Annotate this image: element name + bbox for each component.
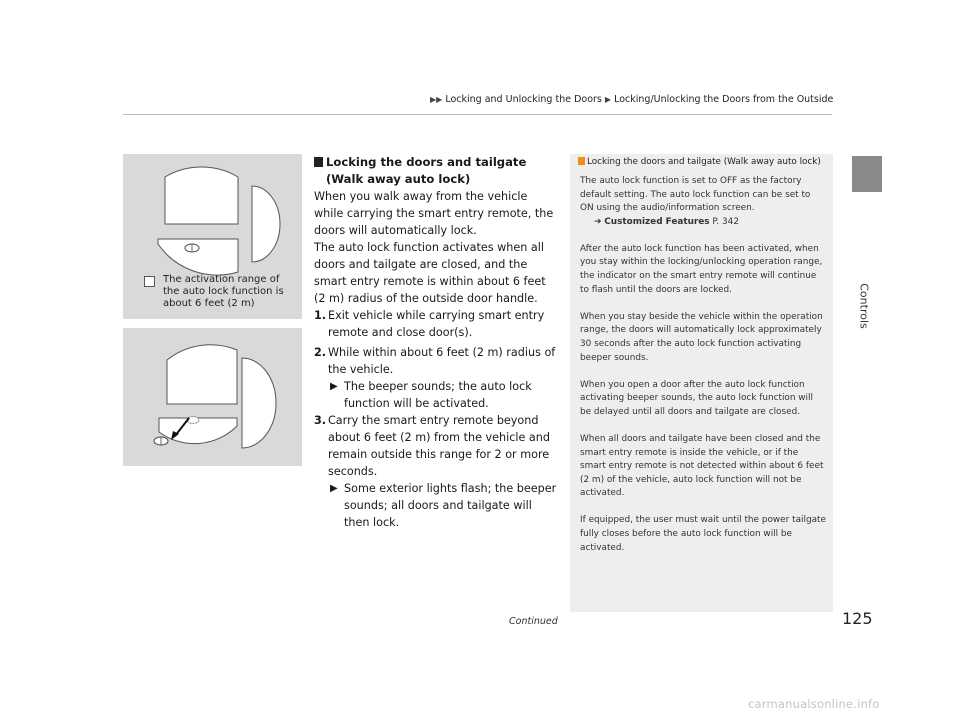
- result-arrow-icon: ▶: [330, 483, 338, 494]
- walk-away-figure: [123, 328, 302, 466]
- step-3-result: ▶ Some exterior lights flash; the beeper sounds; all doors and tailgate will then lock.: [330, 482, 557, 529]
- note-title: Locking the doors and tailgate (Walk away auto lock): [578, 157, 821, 167]
- breadcrumb: [430, 94, 833, 105]
- intro-paragraph-2: The auto lock function activates when all doors and tailgate are closed, and the smart entry remote is within about 6 feet (2 m) radius of the outside door handle.: [314, 241, 546, 305]
- page-number: 125: [842, 609, 873, 628]
- heading-square-icon: [314, 157, 323, 167]
- section-tab-marker: [852, 156, 882, 192]
- intro-paragraph-1: When you walk away from the vehicle while carrying the smart entry remote, the doors will automatically lock.: [314, 190, 554, 237]
- range-legend-icon: [144, 276, 155, 287]
- note-panel: [570, 154, 833, 612]
- reference-arrow-icon: ➔: [594, 216, 602, 227]
- section-heading: Locking the doors and tailgate (Walk away auto lock): [314, 154, 560, 188]
- section-tab-label: Controls: [857, 283, 871, 329]
- note-paragraph: When you stay beside the vehicle within the operation range, the doors will automatically lock approximately 30 seconds after the auto lock function activating beeper sounds.: [580, 311, 823, 363]
- breadcrumb-item-2[interactable]: Locking/Unlocking the Doors from the Outside: [614, 94, 834, 105]
- breadcrumb-arrow-icon: ▶▶: [430, 95, 443, 104]
- auto-lock-range-figure: [123, 154, 302, 319]
- breadcrumb-arrow-icon: ▶: [604, 95, 612, 104]
- note-paragraph: If equipped, the user must wait until the power tailgate fully closes before the auto lock function will be activated.: [580, 515, 826, 553]
- note-paragraph: After the auto lock function has been activated, when you stay within the locking/unlocking operation range, the indicator on the smart entry remote will continue to flash until the doors are locked.: [580, 243, 823, 295]
- step-2: 2. While within about 6 feet (2 m) radius of the vehicle. ▶ The beeper sounds; the auto lock function will be activated.: [314, 344, 560, 412]
- note-body: [580, 175, 826, 569]
- breadcrumb-item-1[interactable]: Locking and Unlocking the Doors: [445, 94, 602, 105]
- note-marker-icon: [578, 157, 585, 165]
- step-1: 1. Exit vehicle while carrying smart entry remote and close door(s).: [314, 309, 545, 339]
- result-arrow-icon: ▶: [330, 381, 338, 392]
- watermark: carmanualsonline.info: [748, 697, 880, 711]
- cross-reference-link[interactable]: ➔ Customized Features P. 342: [594, 216, 739, 227]
- main-content: [314, 154, 560, 531]
- walk-away-illustration: [123, 328, 302, 466]
- header-divider: [123, 114, 832, 115]
- figure-caption: The activation range of the auto lock function is about 6 feet (2 m): [163, 274, 284, 309]
- continued-label: Continued: [509, 616, 558, 627]
- note-paragraph: When you open a door after the auto lock function activating beeper sounds, the auto lock function will be delayed until all doors and tailgate are closed.: [580, 379, 813, 417]
- note-paragraph: When all doors and tailgate have been closed and the smart entry remote is inside the vehicle, or if the smart entry remote is not detected within about 6 feet (2 m) of the vehicle, auto lock function will not be activated.: [580, 433, 824, 499]
- step-3: 3. Carry the smart entry remote beyond about 6 feet (2 m) from the vehicle and remain outside this range for 2 or more seconds. ▶ Some exterior lights flash; the beeper sounds; all doors and tailgate will then lock.: [314, 412, 560, 531]
- step-2-result: ▶ The beeper sounds; the auto lock function will be activated.: [330, 380, 532, 410]
- note-paragraph: The auto lock function is set to OFF as the factory default setting. The auto lock function can be set to ON using the audio/information screen. ➔ Customized Features P. 342: [580, 175, 826, 229]
